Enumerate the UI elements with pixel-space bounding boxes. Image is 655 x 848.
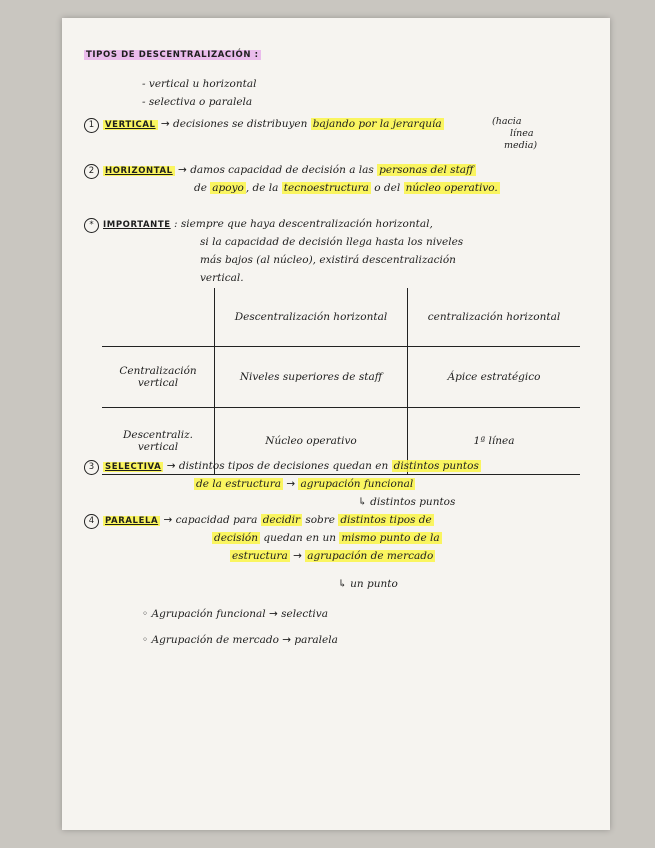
selectiva-hl-2: de la estructura	[196, 478, 281, 490]
horizontal-text-2c: o del	[374, 182, 401, 194]
horizontal-text-2a: de	[194, 182, 207, 194]
horizontal-hl-2: apoyo	[212, 182, 244, 194]
table-row-header: Centralización vertical	[102, 347, 215, 408]
paralela-hl-5: estructura	[232, 550, 288, 562]
arrow-icon: →	[160, 118, 170, 130]
vertical-line	[84, 118, 444, 133]
paralela-hl-4: mismo punto de la	[341, 532, 440, 544]
bullet-icon: ◦	[142, 634, 149, 646]
number-badge: 3	[84, 460, 99, 475]
horizontal-line-2	[194, 182, 500, 195]
arrow-icon: →	[286, 478, 296, 490]
selectiva-line-1	[84, 460, 481, 475]
vertical-note-3: media)	[504, 140, 538, 151]
paralela-line-3	[230, 550, 435, 563]
paralela-hl-2: distintos tipos de	[340, 514, 432, 526]
horizontal-text-1: damos capacidad de decisión a las	[190, 164, 374, 176]
arrow-icon: →	[268, 608, 278, 620]
table-header-col3: centralización horizontal	[408, 288, 581, 347]
table-row-header: Descentraliz. vertical	[102, 408, 215, 475]
intro-line-2: - selectiva o paralela	[142, 96, 253, 108]
number-badge: 1	[84, 118, 99, 133]
intro-line-1: - vertical u horizontal	[142, 78, 257, 90]
arrow-icon: →	[166, 460, 176, 472]
decentralization-table	[102, 288, 580, 475]
paralela-label: PARALELA	[105, 516, 159, 526]
footer-b2-result: paralela	[294, 634, 338, 646]
arrow-icon: →	[293, 550, 302, 562]
horizontal-text-2b: , de la	[245, 182, 279, 194]
arrow-icon: →	[178, 164, 187, 176]
page-title	[84, 50, 261, 60]
paralela-hl-3: decisión	[214, 532, 259, 544]
selectiva-label: SELECTIVA	[105, 462, 162, 472]
page-title-text: TIPOS DE DESCENTRALIZACIÓN :	[86, 50, 259, 60]
footer-b2-label: Agrupación de mercado	[151, 634, 279, 646]
paralela-text-2a: quedan en un	[263, 532, 336, 544]
horizontal-line-1	[84, 164, 476, 179]
selectiva-text-1: distintos tipos de decisiones quedan en	[178, 460, 389, 472]
arrow-icon: →	[163, 514, 173, 526]
important-line-1	[84, 218, 433, 233]
arrow-icon: →	[282, 634, 292, 646]
vertical-label: VERTICAL	[105, 120, 156, 130]
paralela-line-2	[212, 532, 442, 545]
table-cell: Ápice estratégico	[408, 347, 581, 408]
vertical-text: decisiones se distribuyen	[173, 118, 308, 130]
selectiva-sub: ↳ distintos puntos	[358, 496, 456, 508]
important-line-4: vertical.	[200, 272, 244, 284]
notebook-page	[62, 18, 610, 830]
important-label: IMPORTANTE	[103, 220, 171, 230]
vertical-note-1: (hacia	[492, 116, 522, 127]
footer-bullet-1	[142, 608, 328, 621]
table-cell: Niveles superiores de staff	[215, 347, 408, 408]
table-cell: Núcleo operativo	[215, 408, 408, 475]
footer-bullet-2	[142, 634, 338, 647]
footer-sub: ↳ un punto	[338, 578, 398, 590]
vertical-note-2: línea	[510, 128, 534, 139]
paralela-text-1b: sobre	[305, 514, 335, 526]
table-row	[102, 347, 580, 408]
paralela-line-1	[84, 514, 434, 529]
horizontal-hl-1: personas del staff	[379, 164, 474, 176]
bullet-icon: ◦	[142, 608, 149, 620]
number-badge: 4	[84, 514, 99, 529]
paralela-text-1a: capacidad para	[175, 514, 258, 526]
bleed-through-text	[442, 60, 449, 85]
table-cell: 1ª línea	[408, 408, 581, 475]
paralela-hl-6: agrupación de mercado	[307, 550, 434, 562]
asterisk-icon: *	[84, 218, 99, 233]
footer-b1-label: Agrupación funcional	[151, 608, 266, 620]
selectiva-line-2	[194, 478, 415, 491]
table-row	[102, 288, 580, 347]
table-header-col2: Descentralización horizontal	[215, 288, 408, 347]
important-text-1: : siempre que haya descentralización horizontal,	[174, 218, 433, 230]
table-cell-empty	[102, 288, 215, 347]
horizontal-hl-4: núcleo operativo.	[405, 182, 498, 194]
selectiva-hl-1: distintos puntos	[393, 460, 479, 472]
important-line-3: más bajos (al núcleo), existirá descentralización	[200, 254, 456, 266]
horizontal-label: HORIZONTAL	[105, 166, 173, 176]
footer-b1-result: selectiva	[281, 608, 328, 620]
number-badge: 2	[84, 164, 99, 179]
vertical-highlight: bajando por la jerarquía	[312, 118, 442, 130]
important-line-2: si la capacidad de decisión llega hasta los niveles	[200, 236, 464, 248]
paralela-hl-1: decidir	[262, 514, 300, 526]
horizontal-hl-3: tecnoestructura	[283, 182, 369, 194]
selectiva-hl-3: agrupación funcional	[300, 478, 414, 490]
